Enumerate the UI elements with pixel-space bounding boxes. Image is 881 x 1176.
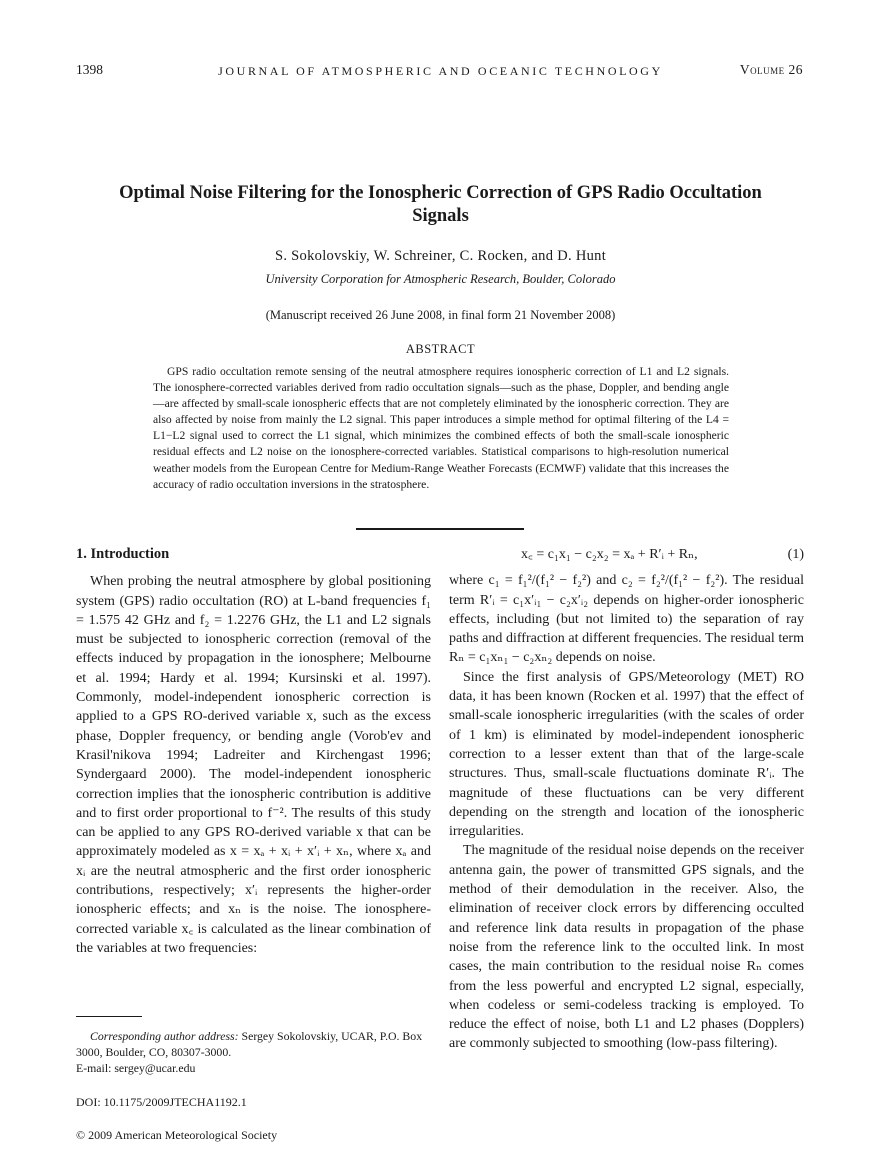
- abstract-text: GPS radio occultation remote sensing of the neutral atmosphere requires ionospheric correction of L1 and L2 signals. The ionosphere-corrected variables derived from radio occultation signals—such as the phase, Doppler, and bending angle—are affected by small-scale ionospheric effects that are not completely eliminated by the ionospheric correction. They are also affected by noise from mainly the L2 signal. This paper introduces a simple method for optimal filtering of the L4 = L1−L2 signal used to correct the L1 signal, which minimizes the combined effects of both the small-scale ionospheric residual effects and L2 noise on the ionosphere-corrected variables. Statistical comparisons to high-resolution numerical weather models from the European Centre for Medium-Range Weather Forecasts (ECMWF) validate that this increases the accuracy of radio occultation inversions in the stratosphere.: [153, 365, 729, 491]
- left-column: [76, 545, 431, 958]
- manuscript-dates: (Manuscript received 26 June 2008, in final form 21 November 2008): [265, 308, 616, 322]
- footnote: [76, 1028, 431, 1076]
- equation-1: [449, 545, 804, 564]
- intro-paragraph-1: When probing the neutral atmosphere by global positioning system (GPS) radio occultation (RO) at L-band frequencies f₁ = 1.575 42 GHz and f₂ = 1.2276 GHz, the L1 and L2 signals must be subjected to ionospheric correction (removal of the effects induced by propagation in the ionosphere; Melbourne et al. 1994; Hardy et al. 1994; Kursinski et al. 1997). Commonly, model-independent ionospheric correction is applied to a GPS RO-derived variable x, such as the excess phase, Doppler frequency, or bending angle (Vorob'ev and Krasil'nikova 1994; Ladreiter and Kirchengast 1996; Syndergaard 2000). The model-independent ionospheric correction implies that the ionospheric contribution is additive and to first order proportional to f⁻². The results of this study can be applied to any GPS RO-derived variable x that can be approximately modeled as x = xₐ + xᵢ + x′ᵢ + xₙ, where xₐ and xᵢ are the neutral atmospheric and the first order ionospheric contributions, respectively; x′ᵢ represents the higher-order ionospheric effects; and xₙ is the noise. The ionosphere-corrected variable x꜀ is calculated as the linear combination of the variables at two frequencies:: [76, 574, 431, 956]
- journal-name: JOURNAL OF ATMOSPHERIC AND OCEANIC TECHNOLOGY: [218, 64, 663, 78]
- footnote-rule: [76, 1016, 142, 1017]
- paper-title: Optimal Noise Filtering for the Ionospheric Correction of GPS Radio Occultation Signals: [119, 183, 762, 226]
- affiliation: University Corporation for Atmospheric Research, Boulder, Colorado: [265, 272, 616, 286]
- intro-paragraph-3: Since the first analysis of GPS/Meteorology (MET) RO data, it has been known (Rocken et al. 1997) that the effect of small-scale ionospheric irregularities (with the scales of order of 1 km) is eliminated by model-independent ionospheric correction to a lesser extent than that of the large-scale structures. Thus, small-scale fluctuations dominate R′ᵢ. The magnitude of these fluctuations can be very different depending on the strength and location of the ionospheric irregularities.: [449, 669, 804, 840]
- intro-paragraph-4: The magnitude of the residual noise depends on the receiver antenna gain, the power of transmitted GPS signals, and the method of their demodulation in the receiver. Also, the elimination of receiver clock errors by differencing occulted and reference link data results in propagation of the phase noise from the reference link to the occulted link. In most cases, the main contribution to the residual noise Rₙ comes from the less powerful and encrypted L2 signal, especially, when codeless or semi-codeless tracking is employed. To reduce the effect of noise, both L1 and L2 phases (Dopplers) are commonly subjected to smoothing (low-pass filtering).: [449, 843, 804, 1052]
- intro-paragraph-2: where c₁ = f₁²/(f₁² − f₂²) and c₂ = f₂²/(f₁² − f₂²). The residual term R′ᵢ = c₁x′ᵢ₁ − c₂x′ᵢ₂ depends on higher-order ionospheric effects, including (but not limited to) the separation of ray paths and diffraction at different frequencies. The residual term Rₙ = c₁xₙ₁ − c₂xₙ₂ depends on noise.: [449, 573, 804, 666]
- page-number: 1398: [76, 62, 103, 77]
- footnote-address: Sergey Sokolovskiy, UCAR, P.O. Box 3000, Boulder, CO, 80307-3000.: [76, 1029, 423, 1059]
- equation-number: (1): [787, 547, 804, 562]
- copyright: © 2009 American Meteorological Society: [76, 1128, 278, 1142]
- abstract-heading: ABSTRACT: [405, 342, 476, 356]
- right-column: [449, 545, 804, 1054]
- footnote-email: E-mail: sergey@ucar.edu: [76, 1061, 196, 1075]
- equation-body: x꜀ = c₁x₁ − c₂x₂ = xₐ + R′ᵢ + Rₙ,: [521, 547, 698, 562]
- section-heading: 1. Introduction: [76, 546, 170, 562]
- volume-label: Volume 26: [739, 62, 803, 77]
- author-list: S. Sokolovskiy, W. Schreiner, C. Rocken, and D. Hunt: [274, 248, 607, 264]
- footnote-label: Corresponding author address:: [90, 1029, 239, 1043]
- section-divider: [356, 528, 524, 530]
- doi: DOI: 10.1175/2009JTECHA1192.1: [76, 1095, 247, 1109]
